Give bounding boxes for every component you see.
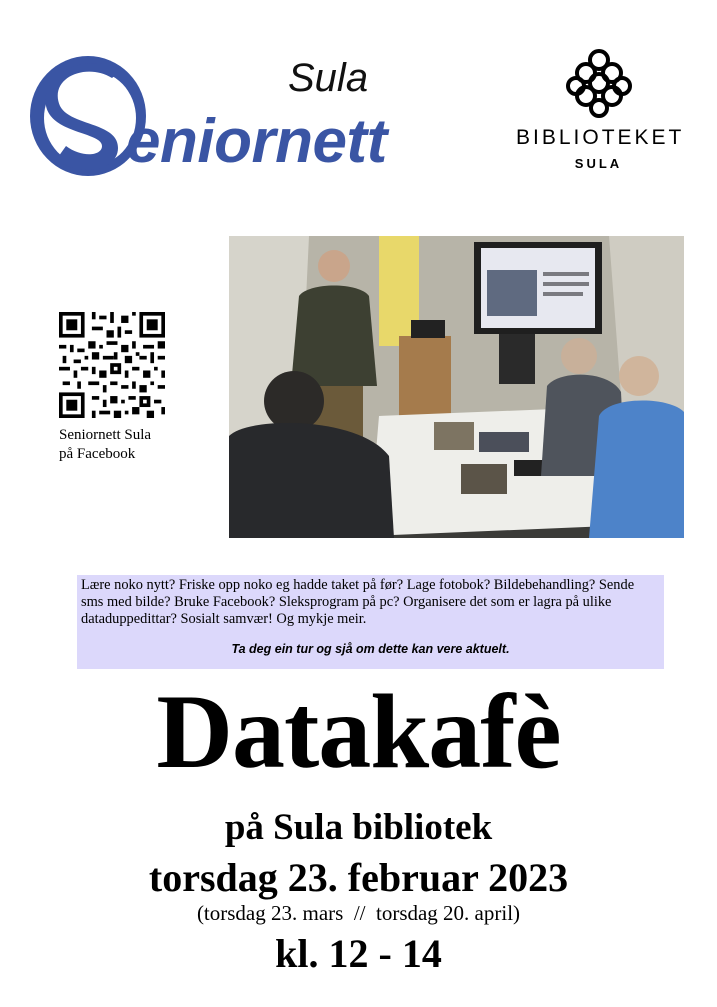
logo-seniornett-text: eniornett [126,107,387,176]
qr-caption [59,426,199,464]
event-title: Datakafè [156,673,561,790]
library-knot-logo-icon [564,48,634,118]
event-other-dates: (torsdag 23. mars // torsdag 20. april) [196,901,521,925]
library-sub: SULA [574,156,623,171]
intro-tagline: Ta deg ein tur og sjå om dette kan vere aktuelt. [231,642,510,656]
intro-text: Lære noko nytt? Friske opp noko eg hadde taket på før? Lage fotobok? Bildebehandling? Sende sms med bilde? Bruke Facebook? Sleksprogram på pc? Organisere det som er lagra på ulike dataduppedittar? Sosialt samvær! Og mykje meir. [81,577,635,627]
intro-box [77,575,664,669]
event-place: på Sula bibliotek [224,807,493,848]
logo-sula-text: Sula [288,56,369,100]
qr-code-icon [59,312,165,418]
seniornett-logo [26,48,466,188]
event-date: torsdag 23. februar 2023 [148,855,569,900]
qr-caption-line1: Seniornett Sula [59,427,152,443]
library-name: BIBLIOTEKET [516,126,685,149]
event-time: kl. 12 - 14 [275,931,442,976]
library-logo [516,48,685,178]
people-at-datakafe-photo-icon [229,236,684,538]
qr-caption-line2: på Facebook [59,446,136,462]
